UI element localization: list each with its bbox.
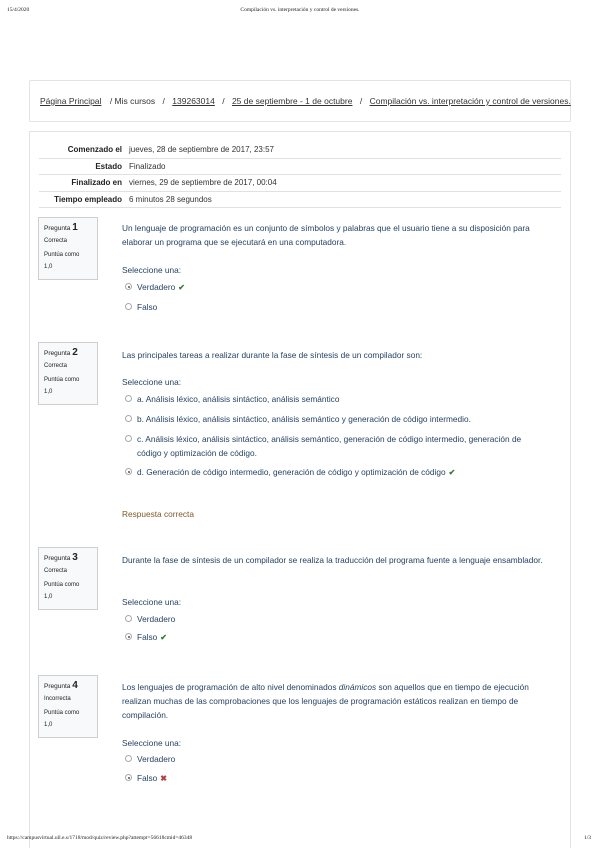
question-text: [122, 680, 550, 722]
select-prompt: Seleccione una:: [122, 377, 182, 387]
question-text-part: Los lenguajes de programación de alto nivel denominados: [122, 682, 339, 692]
breadcrumb-separator: /: [162, 96, 165, 106]
radio-unselected[interactable]: [125, 435, 132, 442]
question-prefix: Pregunta: [44, 683, 71, 690]
answer-label: Verdadero: [137, 282, 176, 292]
print-date: 15/4/2020: [7, 7, 30, 13]
radio-unselected[interactable]: [125, 755, 132, 762]
check-icon: ✔: [160, 633, 167, 642]
quiz-review-region: [29, 131, 571, 848]
breadcrumb-course-link[interactable]: 139263014: [172, 96, 215, 106]
breadcrumb-my-courses: / Mis cursos: [109, 96, 156, 106]
question-mark: 1,0: [44, 594, 53, 600]
select-prompt: Seleccione una:: [122, 265, 182, 275]
question-mark-label: Puntúa como: [44, 582, 80, 588]
answer-option[interactable]: [125, 465, 545, 480]
question-number: 3: [72, 552, 78, 563]
question-text-part: son aquellos que en tiempo de ejecución realizan muchas de las comprobaciones que los lenguajes de programación estáticos realizan en tiempo de compilación.: [122, 682, 529, 720]
answer-option[interactable]: [125, 752, 545, 766]
question-feedback: Respuesta correcta: [122, 509, 194, 519]
answer-label: Falso: [137, 302, 158, 312]
answer-label: Falso: [137, 632, 158, 642]
answer-label: a. Análisis léxico, análisis sintáctico, análisis semántico: [137, 394, 340, 404]
select-prompt: Seleccione una:: [122, 597, 182, 607]
question-mark: 1,0: [44, 264, 53, 270]
summary-value: jueves, 28 de septiembre de 2017, 23:57: [129, 145, 274, 155]
question-info-box: [38, 675, 98, 738]
check-icon: ✔: [178, 283, 185, 292]
answer-option[interactable]: [125, 392, 545, 406]
answer-option[interactable]: [125, 432, 545, 460]
question-mark: 1,0: [44, 389, 53, 395]
breadcrumb-section-link[interactable]: 25 de septiembre - 1 de octubre: [231, 96, 353, 106]
question-number: 4: [72, 680, 78, 691]
attempt-summary-table: [39, 142, 561, 208]
question-state: Correcta: [44, 363, 68, 369]
answer-label: Falso: [137, 773, 158, 783]
answer-option[interactable]: [125, 612, 545, 626]
print-page-number: 1/3: [583, 835, 591, 841]
radio-unselected[interactable]: [125, 415, 132, 422]
question-number: 1: [72, 222, 78, 233]
breadcrumb-separator: /: [222, 96, 225, 106]
question-prefix: Pregunta: [44, 350, 71, 357]
radio-unselected[interactable]: [125, 395, 132, 402]
question-prefix: Pregunta: [44, 225, 71, 232]
summary-label: Finalizado en: [39, 175, 129, 192]
radio-selected[interactable]: [125, 468, 132, 475]
summary-row: [39, 142, 561, 158]
breadcrumb-quiz-link[interactable]: Compilación vs. interpretación y control de versiones.: [369, 96, 571, 106]
radio-selected[interactable]: [125, 283, 132, 290]
breadcrumb-separator: /: [359, 96, 363, 106]
question-text-emphasis: dinámicos: [338, 682, 377, 692]
radio-selected[interactable]: [125, 633, 132, 640]
answer-option[interactable]: [125, 771, 545, 786]
summary-label: Comenzado el: [67, 145, 122, 155]
summary-value: 6 minutos 28 segundos: [129, 191, 561, 208]
question-text: Las principales tareas a realizar durante la fase de síntesis de un compilador son:: [122, 350, 423, 360]
answer-label: b. Análisis léxico, análisis sintáctico, análisis semántico y generación de código intermedio.: [137, 414, 471, 424]
question-mark-label: Puntúa como: [44, 377, 80, 383]
question-text: Un lenguaje de programación es un conjunto de símbolos y palabras que el usuario tiene a su disposición para elaborar un programa que se ejecutará en una computadora.: [122, 223, 530, 247]
summary-label: Estado: [39, 158, 129, 175]
summary-value: Finalizado: [129, 158, 561, 175]
question-mark-label: Puntúa como: [44, 252, 80, 258]
question-info-box: [38, 547, 98, 610]
answer-option[interactable]: [125, 300, 545, 314]
print-url: https://campusvirtual.ull.e.s/1718/mod/quiz/review.php?attempt=56618cmid=46348: [7, 835, 193, 841]
breadcrumb: [29, 80, 571, 122]
question-mark: 1,0: [44, 722, 53, 728]
radio-unselected[interactable]: [125, 615, 132, 622]
question-state: Incorrecta: [44, 696, 71, 702]
question-info-box: [38, 342, 98, 405]
select-prompt: Seleccione una:: [122, 738, 182, 748]
question-state: Correcta: [44, 568, 68, 574]
question-text: Durante la fase de síntesis de un compilador se realiza la traducción del programa fuente a lenguaje ensamblador.: [122, 555, 543, 565]
summary-row: [39, 175, 561, 192]
radio-unselected[interactable]: [125, 303, 132, 310]
question-state: Correcta: [44, 238, 68, 244]
radio-selected[interactable]: [125, 774, 132, 781]
question-info-box: [38, 217, 98, 280]
answer-label: c. Análisis léxico, análisis sintáctico, análisis semántico, generación de código intermedio, generación de código y optimización de código.: [137, 434, 522, 458]
answer-option[interactable]: [125, 280, 545, 295]
summary-label: Tiempo empleado: [39, 191, 129, 208]
cross-icon: ✖: [160, 774, 167, 783]
answer-label: d. Generación de código intermedio, generación de código y optimización de código: [137, 467, 446, 477]
answer-label: Verdadero: [137, 614, 176, 624]
answer-label: Verdadero: [137, 754, 176, 764]
summary-value: viernes, 29 de septiembre de 2017, 00:04: [129, 175, 561, 192]
breadcrumb-home-link[interactable]: Página Principal: [40, 96, 102, 106]
question-prefix: Pregunta: [44, 555, 71, 562]
question-mark-label: Puntúa como: [44, 710, 80, 716]
print-title: Compilación vs. interpretación y control de versiones.: [240, 7, 360, 13]
check-icon: ✔: [448, 468, 456, 477]
summary-row: [39, 191, 561, 208]
answer-option[interactable]: [125, 412, 545, 426]
question-number: 2: [72, 347, 78, 358]
summary-row: [39, 158, 561, 175]
answer-option[interactable]: [125, 630, 545, 645]
